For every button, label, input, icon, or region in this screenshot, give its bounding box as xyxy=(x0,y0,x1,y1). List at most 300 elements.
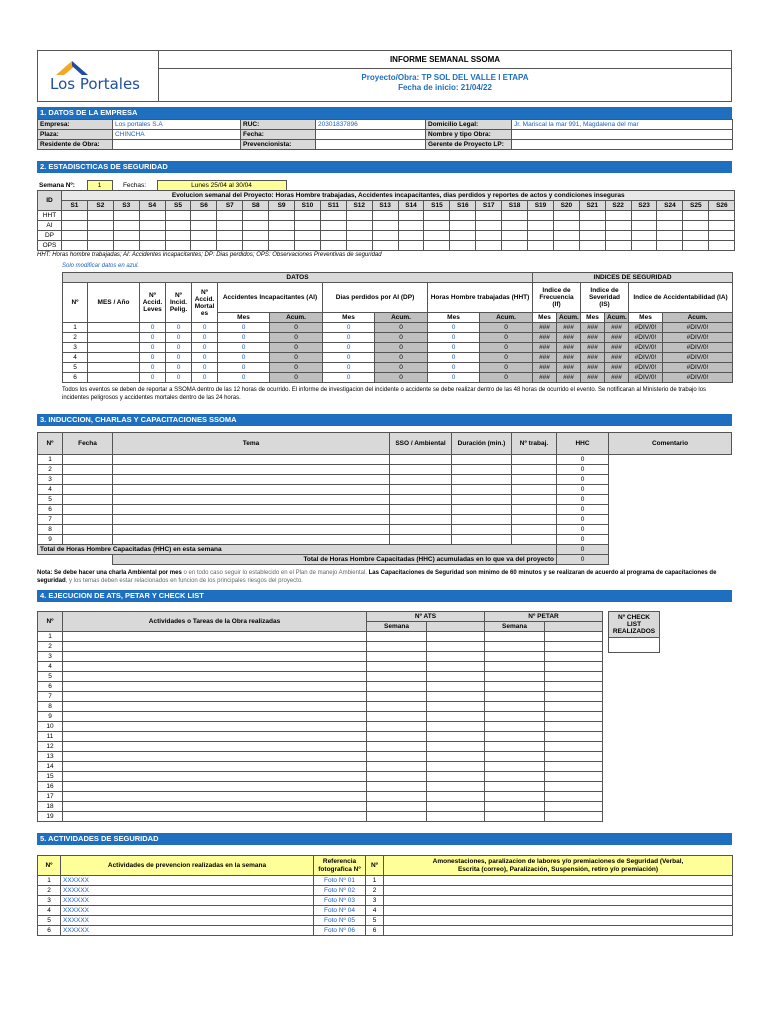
ruc-value[interactable]: 20301837896 xyxy=(316,120,426,130)
sub-mes: Mes xyxy=(323,313,375,323)
ats-row xyxy=(38,762,603,772)
petar-total[interactable] xyxy=(545,692,603,702)
stat-count[interactable]: 0 xyxy=(192,323,218,333)
training-duracion[interactable] xyxy=(452,465,512,475)
stat-mes-value[interactable]: 0 xyxy=(218,343,270,353)
ats-row xyxy=(38,672,603,682)
ats-actividad[interactable] xyxy=(63,662,367,672)
stat-mes-value[interactable]: 0 xyxy=(323,343,375,353)
sub-blank xyxy=(545,622,603,632)
ats-row xyxy=(38,682,603,692)
activity-amonestacion[interactable] xyxy=(384,896,733,906)
training-trabaj[interactable] xyxy=(512,505,557,515)
stat-index: ### xyxy=(605,323,629,333)
ats-actividad[interactable] xyxy=(63,702,367,712)
training-row xyxy=(38,475,609,485)
petar-semana[interactable] xyxy=(485,802,545,812)
ats-total[interactable] xyxy=(427,772,485,782)
activity-amonestacion[interactable] xyxy=(384,916,733,926)
stat-count[interactable]: 0 xyxy=(166,363,192,373)
sub-semana: Semana xyxy=(367,622,427,632)
ats-semana[interactable] xyxy=(367,782,427,792)
petar-semana[interactable] xyxy=(485,702,545,712)
ats-semana[interactable] xyxy=(367,732,427,742)
stat-count[interactable]: 0 xyxy=(140,343,166,353)
stat-mes-value[interactable]: 0 xyxy=(428,323,480,333)
week-header: S14 xyxy=(398,201,424,211)
stat-count[interactable]: 0 xyxy=(166,323,192,333)
training-tema[interactable] xyxy=(113,455,390,465)
comment-body xyxy=(609,455,732,545)
petar-semana[interactable] xyxy=(485,652,545,662)
training-trabaj[interactable] xyxy=(512,475,557,485)
training-trabaj[interactable] xyxy=(512,525,557,535)
gerente-label: Gerente de Proyecto LP: xyxy=(426,140,512,150)
week-header: S7 xyxy=(217,201,243,211)
ats-semana[interactable] xyxy=(367,792,427,802)
stat-mes-value[interactable]: 0 xyxy=(218,323,270,333)
petar-total[interactable] xyxy=(545,732,603,742)
ats-actividad[interactable] xyxy=(63,792,367,802)
training-tema[interactable] xyxy=(113,475,390,485)
activity-amonestacion[interactable] xyxy=(384,906,733,916)
activity-desc[interactable]: XXXXXX xyxy=(61,906,314,916)
petar-semana[interactable] xyxy=(485,632,545,642)
stat-mes-value[interactable]: 0 xyxy=(323,323,375,333)
week-header: S26 xyxy=(709,201,735,211)
stat-count[interactable]: 0 xyxy=(140,373,166,383)
stat-ia-acum: #DIV/0! xyxy=(663,353,733,363)
stat-acum-value: 0 xyxy=(480,333,533,343)
col-actividades: Actividades o Tareas de la Obra realizadas xyxy=(63,612,367,632)
training-tema[interactable] xyxy=(113,535,390,545)
activity-row xyxy=(38,896,733,906)
activity-photo-ref[interactable]: Foto Nº 06 xyxy=(314,926,366,936)
petar-total[interactable] xyxy=(545,812,603,822)
training-trabaj[interactable] xyxy=(512,515,557,525)
training-duracion[interactable] xyxy=(452,525,512,535)
training-sso[interactable] xyxy=(390,495,452,505)
training-trabaj[interactable] xyxy=(512,465,557,475)
training-fecha[interactable] xyxy=(63,525,113,535)
stat-mes[interactable] xyxy=(88,323,140,333)
stat-mes-value[interactable]: 0 xyxy=(323,353,375,363)
stat-mes-value[interactable]: 0 xyxy=(323,373,375,383)
training-trabaj[interactable] xyxy=(512,455,557,465)
stat-count[interactable]: 0 xyxy=(166,333,192,343)
petar-total[interactable] xyxy=(545,772,603,782)
training-row xyxy=(38,505,609,515)
activity-photo-ref[interactable]: Foto Nº 03 xyxy=(314,896,366,906)
stat-mes-value[interactable]: 0 xyxy=(428,373,480,383)
sub-acum: Acum. xyxy=(480,313,533,323)
training-trabaj[interactable] xyxy=(512,495,557,505)
sub-blank xyxy=(427,622,485,632)
ats-semana[interactable] xyxy=(367,772,427,782)
stat-mes-value[interactable]: 0 xyxy=(218,333,270,343)
training-sso[interactable] xyxy=(390,465,452,475)
ats-total[interactable] xyxy=(427,662,485,672)
sub-mes: Mes xyxy=(218,313,270,323)
training-fecha[interactable] xyxy=(63,485,113,495)
comment-row xyxy=(609,535,732,545)
stat-mes-value[interactable]: 0 xyxy=(218,353,270,363)
stat-count[interactable]: 0 xyxy=(192,343,218,353)
stat-index: ### xyxy=(557,323,581,333)
petar-total[interactable] xyxy=(545,802,603,812)
petar-semana[interactable] xyxy=(485,672,545,682)
fechas-value[interactable]: Lunes 25/04 al 30/04 xyxy=(157,181,286,191)
petar-semana[interactable] xyxy=(485,742,545,752)
training-sso[interactable] xyxy=(390,525,452,535)
activity-desc[interactable]: XXXXXX xyxy=(61,886,314,896)
ats-total[interactable] xyxy=(427,692,485,702)
petar-total[interactable] xyxy=(545,662,603,672)
petar-total[interactable] xyxy=(545,762,603,772)
petar-total[interactable] xyxy=(545,722,603,732)
training-sso[interactable] xyxy=(390,475,452,485)
training-fecha[interactable] xyxy=(63,505,113,515)
ats-semana[interactable] xyxy=(367,752,427,762)
training-duracion[interactable] xyxy=(452,475,512,485)
ats-actividad[interactable] xyxy=(63,752,367,762)
gerente-value[interactable] xyxy=(512,140,733,150)
ats-row xyxy=(38,812,603,822)
ats-total[interactable] xyxy=(427,742,485,752)
petar-total[interactable] xyxy=(545,652,603,662)
activity-desc[interactable]: XXXXXX xyxy=(61,876,314,886)
ats-actividad[interactable] xyxy=(63,722,367,732)
ats-semana[interactable] xyxy=(367,692,427,702)
ats-semana[interactable] xyxy=(367,642,427,652)
ats-total[interactable] xyxy=(427,712,485,722)
training-duracion[interactable] xyxy=(452,505,512,515)
col-n: Nº xyxy=(38,856,61,876)
note-light-1: o en todo caso seguir lo establecido en el Plan de manejo Ambiental. xyxy=(181,570,367,576)
nombre-obra-value[interactable] xyxy=(512,130,733,140)
training-tema[interactable] xyxy=(113,495,390,505)
petar-total[interactable] xyxy=(545,682,603,692)
training-duracion[interactable] xyxy=(452,535,512,545)
training-duracion[interactable] xyxy=(452,495,512,505)
stat-mes-value[interactable]: 0 xyxy=(323,363,375,373)
petar-total[interactable] xyxy=(545,752,603,762)
col-dp: Dias perdidos por AI (DP) xyxy=(323,283,428,313)
ats-n: 4 xyxy=(38,662,63,672)
petar-total[interactable] xyxy=(545,782,603,792)
activity-desc[interactable]: XXXXXX xyxy=(61,916,314,926)
ats-semana[interactable] xyxy=(367,812,427,822)
ats-total[interactable] xyxy=(427,732,485,742)
week-header: S21 xyxy=(579,201,605,211)
petar-semana[interactable] xyxy=(485,662,545,672)
petar-total[interactable] xyxy=(545,702,603,712)
stat-count[interactable]: 0 xyxy=(192,353,218,363)
comment-cell[interactable] xyxy=(609,455,732,465)
section-4-title: 4. EJECUCION DE ATS, PETAR Y CHECK LIST xyxy=(37,590,732,602)
semana-value[interactable]: 1 xyxy=(87,181,112,191)
training-duracion[interactable] xyxy=(452,455,512,465)
prevencionista-value[interactable] xyxy=(316,140,426,150)
ats-actividad[interactable] xyxy=(63,632,367,642)
petar-semana[interactable] xyxy=(485,712,545,722)
stat-mes[interactable] xyxy=(88,373,140,383)
stat-mes-value[interactable]: 0 xyxy=(428,363,480,373)
stat-body xyxy=(63,323,733,383)
col-n2: Nº xyxy=(366,856,384,876)
ats-actividad[interactable] xyxy=(63,812,367,822)
training-sso[interactable] xyxy=(390,505,452,515)
ats-actividad[interactable] xyxy=(63,672,367,682)
stat-count[interactable]: 0 xyxy=(166,343,192,353)
ats-actividad[interactable] xyxy=(63,782,367,792)
stat-index: ### xyxy=(557,373,581,383)
stat-row xyxy=(63,343,733,353)
training-fecha[interactable] xyxy=(63,465,113,475)
stat-index: ### xyxy=(581,353,605,363)
evolution-title: Evolucion semanal del Proyecto: Horas Hombre trabajadas, Accidentes incapacitantes, dias perdidos y reportes de actos y condiciones inseguras xyxy=(62,191,735,201)
comment-cell[interactable] xyxy=(609,525,732,535)
week-header: S10 xyxy=(295,201,321,211)
domicilio-value[interactable]: Jr. Mariscal la mar 991, Magdalena del mar xyxy=(512,120,733,130)
training-duracion[interactable] xyxy=(452,485,512,495)
comment-row xyxy=(609,515,732,525)
training-tema[interactable] xyxy=(113,485,390,495)
stat-mes-value[interactable]: 0 xyxy=(218,363,270,373)
training-fecha[interactable] xyxy=(63,515,113,525)
stat-count[interactable]: 0 xyxy=(140,323,166,333)
stat-mes-value[interactable]: 0 xyxy=(218,373,270,383)
activity-photo-ref[interactable]: Foto Nº 01 xyxy=(314,876,366,886)
ats-actividad[interactable] xyxy=(63,802,367,812)
stat-mes-value[interactable]: 0 xyxy=(428,343,480,353)
activity-amonestacion[interactable] xyxy=(384,876,733,886)
comment-cell[interactable] xyxy=(609,535,732,545)
ats-actividad[interactable] xyxy=(63,762,367,772)
week-header: S6 xyxy=(191,201,217,211)
semana-label: Semana Nº: xyxy=(39,182,75,189)
stat-index: ### xyxy=(605,373,629,383)
ats-total[interactable] xyxy=(427,812,485,822)
stat-index: ### xyxy=(533,343,557,353)
stat-mes[interactable] xyxy=(88,333,140,343)
residente-value[interactable] xyxy=(113,140,241,150)
ats-actividad[interactable] xyxy=(63,682,367,692)
col-sso: SSO / Ambiental xyxy=(390,433,452,455)
weeks-header-row xyxy=(38,201,735,211)
ats-total[interactable] xyxy=(427,752,485,762)
row-label: OPS xyxy=(38,241,62,251)
week-header: S18 xyxy=(502,201,528,211)
petar-semana[interactable] xyxy=(485,642,545,652)
ats-total[interactable] xyxy=(427,702,485,712)
training-sso[interactable] xyxy=(390,485,452,495)
activity-desc[interactable]: XXXXXX xyxy=(61,926,314,936)
petar-semana[interactable] xyxy=(485,812,545,822)
training-tema[interactable] xyxy=(113,465,390,475)
petar-semana[interactable] xyxy=(485,752,545,762)
ats-semana[interactable] xyxy=(367,672,427,682)
stat-mes[interactable] xyxy=(88,353,140,363)
petar-semana[interactable] xyxy=(485,762,545,772)
ats-semana[interactable] xyxy=(367,662,427,672)
stat-count[interactable]: 0 xyxy=(166,373,192,383)
activity-amonestacion[interactable] xyxy=(384,926,733,936)
ats-total[interactable] xyxy=(427,792,485,802)
ats-n: 10 xyxy=(38,722,63,732)
ats-semana[interactable] xyxy=(367,722,427,732)
training-fecha[interactable] xyxy=(63,455,113,465)
stat-acum-value: 0 xyxy=(375,343,428,353)
ats-total[interactable] xyxy=(427,762,485,772)
comment-cell[interactable] xyxy=(609,515,732,525)
ats-total[interactable] xyxy=(427,722,485,732)
comment-cell[interactable] xyxy=(609,485,732,495)
ats-actividad[interactable] xyxy=(63,692,367,702)
ats-actividad[interactable] xyxy=(63,772,367,782)
activity-photo-ref[interactable]: Foto Nº 05 xyxy=(314,916,366,926)
ats-total[interactable] xyxy=(427,642,485,652)
stat-mes[interactable] xyxy=(88,363,140,373)
stat-acum-value: 0 xyxy=(270,343,323,353)
training-trabaj[interactable] xyxy=(512,535,557,545)
week-header: S9 xyxy=(269,201,295,211)
training-tema[interactable] xyxy=(113,505,390,515)
ats-semana[interactable] xyxy=(367,742,427,752)
ats-actividad[interactable] xyxy=(63,742,367,752)
stat-count[interactable]: 0 xyxy=(192,333,218,343)
petar-total[interactable] xyxy=(545,642,603,652)
training-tema[interactable] xyxy=(113,525,390,535)
training-hhc: 0 xyxy=(557,455,609,465)
training-trabaj[interactable] xyxy=(512,485,557,495)
ats-row xyxy=(38,802,603,812)
training-sso[interactable] xyxy=(390,455,452,465)
petar-total[interactable] xyxy=(545,632,603,642)
stat-mes-value[interactable]: 0 xyxy=(428,353,480,363)
checklist-box xyxy=(608,611,660,653)
training-sso[interactable] xyxy=(390,535,452,545)
col-hhc: HHC xyxy=(557,433,609,455)
col-if: Indice de Frecuencia (If) xyxy=(533,283,581,313)
stat-ia-acum: #DIV/0! xyxy=(663,363,733,373)
stat-mes-value[interactable]: 0 xyxy=(323,333,375,343)
training-fecha[interactable] xyxy=(63,535,113,545)
stat-mes-value[interactable]: 0 xyxy=(428,333,480,343)
evolution-row xyxy=(38,241,735,251)
activity-row xyxy=(38,876,733,886)
col-comentario: Comentario xyxy=(609,433,732,455)
petar-semana[interactable] xyxy=(485,692,545,702)
report-title: INFORME SEMANAL SSOMA xyxy=(159,51,731,69)
petar-semana[interactable] xyxy=(485,792,545,802)
plaza-value[interactable]: CHINCHA xyxy=(113,130,241,140)
ats-total[interactable] xyxy=(427,632,485,642)
training-fecha[interactable] xyxy=(63,475,113,485)
col-accid-leves: Nº Accid. Leves xyxy=(140,283,166,323)
training-duracion[interactable] xyxy=(452,515,512,525)
comment-cell[interactable] xyxy=(609,475,732,485)
activity-amonestacion[interactable] xyxy=(384,886,733,896)
training-sso[interactable] xyxy=(390,515,452,525)
stat-mes[interactable] xyxy=(88,343,140,353)
petar-total[interactable] xyxy=(545,712,603,722)
activity-desc[interactable]: XXXXXX xyxy=(61,896,314,906)
ats-semana[interactable] xyxy=(367,712,427,722)
petar-total[interactable] xyxy=(545,672,603,682)
petar-semana[interactable] xyxy=(485,682,545,692)
ats-row xyxy=(38,702,603,712)
comment-cell[interactable] xyxy=(609,495,732,505)
week-header: S11 xyxy=(320,201,346,211)
comment-cell[interactable] xyxy=(609,505,732,515)
ats-actividad[interactable] xyxy=(63,652,367,662)
training-tema[interactable] xyxy=(113,515,390,525)
ats-row xyxy=(38,792,603,802)
stat-count[interactable]: 0 xyxy=(192,373,218,383)
petar-total[interactable] xyxy=(545,742,603,752)
ats-actividad[interactable] xyxy=(63,712,367,722)
stat-count[interactable]: 0 xyxy=(166,353,192,363)
training-fecha[interactable] xyxy=(63,495,113,505)
comment-row xyxy=(609,505,732,515)
activity-photo-ref[interactable]: Foto Nº 02 xyxy=(314,886,366,896)
ats-total[interactable] xyxy=(427,802,485,812)
stat-count[interactable]: 0 xyxy=(140,353,166,363)
petar-semana[interactable] xyxy=(485,722,545,732)
ats-total[interactable] xyxy=(427,782,485,792)
col-trabaj: Nº trabaj. xyxy=(512,433,557,455)
stat-row xyxy=(63,353,733,363)
petar-semana[interactable] xyxy=(485,782,545,792)
stat-ia-mes: #DIV/0! xyxy=(629,373,663,383)
id-header: ID xyxy=(38,191,62,211)
ats-semana[interactable] xyxy=(367,802,427,812)
stat-row xyxy=(63,363,733,373)
comment-cell[interactable] xyxy=(609,465,732,475)
stat-count[interactable]: 0 xyxy=(140,363,166,373)
ats-semana[interactable] xyxy=(367,632,427,642)
ats-semana[interactable] xyxy=(367,702,427,712)
fecha-value[interactable] xyxy=(316,130,426,140)
stat-count[interactable]: 0 xyxy=(192,363,218,373)
petar-semana[interactable] xyxy=(485,732,545,742)
ats-actividad[interactable] xyxy=(63,732,367,742)
stat-n: 2 xyxy=(63,333,88,343)
activity-photo-ref[interactable]: Foto Nº 04 xyxy=(314,906,366,916)
datos-header: DATOS xyxy=(63,273,533,283)
week-header: S15 xyxy=(424,201,450,211)
ats-total[interactable] xyxy=(427,652,485,662)
ats-semana[interactable] xyxy=(367,762,427,772)
stat-count[interactable]: 0 xyxy=(140,333,166,343)
ats-total[interactable] xyxy=(427,682,485,692)
ats-total[interactable] xyxy=(427,672,485,682)
empresa-value[interactable]: Los portales S.A xyxy=(113,120,241,130)
prevencionista-label: Prevencionista: xyxy=(241,140,316,150)
stat-acum-value: 0 xyxy=(375,353,428,363)
total-acum-label: Total de Horas Hombre Capacitadas (HHC) acumuladas en lo que va del proyecto xyxy=(113,555,557,565)
petar-semana[interactable] xyxy=(485,772,545,782)
ats-semana[interactable] xyxy=(367,682,427,692)
col-n: Nº xyxy=(38,433,63,455)
ats-actividad[interactable] xyxy=(63,642,367,652)
ats-n: 16 xyxy=(38,782,63,792)
ats-semana[interactable] xyxy=(367,652,427,662)
petar-total[interactable] xyxy=(545,792,603,802)
training-n: 6 xyxy=(38,505,63,515)
stat-index: ### xyxy=(581,373,605,383)
